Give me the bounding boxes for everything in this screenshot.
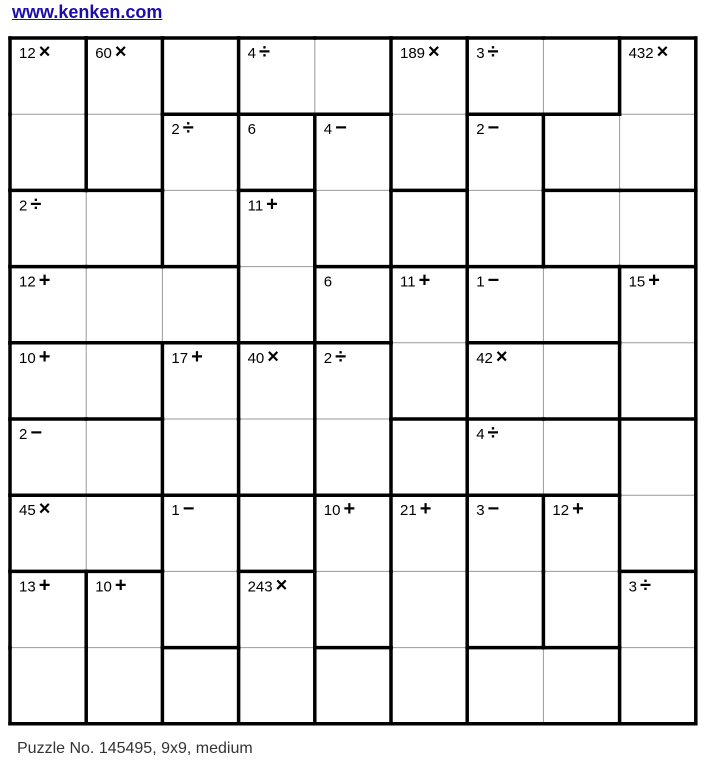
cage-label [248,193,278,215]
svg-text:11+ [400,270,430,292]
cage-operator: ÷ [639,574,651,597]
cage-operator: + [38,269,51,292]
grid-cell[interactable] [315,648,391,724]
grid-cell[interactable] [543,419,619,495]
cage-target: 15 [628,273,646,291]
cage-target: 10 [95,578,112,596]
cage-label [19,574,50,596]
cage-target: 4 [323,121,333,139]
cage-label [248,41,270,63]
cage-target: 3 [476,502,485,520]
cage-label [324,498,355,520]
cage-operator: − [487,498,500,521]
cage-operator: + [343,498,356,521]
cells-layer [10,38,696,724]
cage-operator: × [428,41,440,63]
grid-cell[interactable] [620,495,696,571]
grid-cell[interactable] [543,343,619,419]
cage-label [400,270,430,292]
grid-cell[interactable] [391,114,467,190]
cage-label [248,574,288,596]
cage-label [171,498,194,520]
cage-label [95,41,126,63]
svg-text:40× [248,346,279,368]
grid-cell[interactable] [86,267,162,343]
cage-target: 243 [247,578,273,596]
grid-cell[interactable] [391,419,467,495]
svg-text:42× [476,346,507,368]
cage-target: 10 [19,349,36,367]
cage-target: 6 [247,121,256,139]
cage-target: 11 [400,273,416,291]
cage-label [19,41,50,63]
cage-target: 2 [323,349,333,367]
cage-label [552,498,583,520]
grid-cell[interactable] [543,571,619,647]
cage-target: 2 [171,121,180,139]
cage-operator: × [114,41,127,63]
cage-target: 2 [19,197,28,215]
cage-label [476,498,499,520]
grid-cell[interactable] [86,648,162,724]
cage-label [476,422,498,444]
cage-label [95,574,126,596]
cage-target: 60 [95,45,112,62]
cage-operator: × [495,345,508,368]
puzzle-footer: Puzzle No. 145495, 9x9, medium [17,740,253,757]
svg-text:3÷ [476,41,498,63]
svg-text:3÷ [629,574,651,596]
cage-operator: × [38,41,51,63]
cage-operator: + [572,498,584,521]
cage-label [324,274,332,291]
cage-label [19,346,50,368]
grid-cell[interactable] [620,114,696,190]
grid-cell[interactable] [162,267,238,343]
svg-text:45× [19,498,50,520]
grid-cell[interactable] [86,343,162,419]
cage-operator: ÷ [487,41,499,63]
cage-operator: − [487,117,500,140]
grid-cell[interactable] [620,190,696,266]
cage-target: 45 [19,502,36,520]
svg-text:10+ [19,346,50,368]
cage-operator: + [648,269,660,292]
grid-cell[interactable] [315,571,391,647]
cage-operator: + [38,574,51,597]
grid-cell[interactable] [543,190,619,266]
grid-cell[interactable] [162,648,238,724]
svg-text:6 [324,274,332,291]
grid-cell[interactable] [467,648,543,724]
cage-target: 12 [19,45,36,62]
cage-operator: + [114,574,127,597]
cage-label [476,270,499,292]
cage-target: 11 [247,197,264,215]
grid-cell[interactable] [620,419,696,495]
svg-text:4− [324,117,347,139]
grid-cell[interactable] [543,648,619,724]
cage-target: 4 [476,426,485,443]
svg-text:2÷ [324,346,346,368]
cage-target: 1 [171,502,180,520]
cage-target: 432 [628,45,654,62]
svg-text:2− [476,117,499,139]
cage-label [248,346,279,368]
svg-text:12+ [19,270,50,292]
cage-label [19,193,41,215]
cage-operator: × [267,345,279,368]
grid-cell[interactable] [315,190,391,266]
grid-cell[interactable] [620,343,696,419]
cage-label [324,346,346,368]
cage-label [629,270,660,292]
cage-label [400,41,440,63]
grid-cell[interactable] [620,648,696,724]
grid-cell[interactable] [162,419,238,495]
cage-target: 42 [476,349,493,367]
cage-operator: × [656,41,669,63]
cage-operator: − [487,269,500,292]
cage-operator: − [335,117,347,140]
svg-text:243× [248,574,288,596]
svg-text:4÷ [476,422,498,444]
cage-target: 12 [19,273,36,291]
cage-target: 4 [247,45,256,62]
grid-cell[interactable] [162,571,238,647]
cage-operator: + [38,345,51,368]
grid-cell[interactable] [162,38,238,114]
cage-target: 40 [247,349,265,367]
grid-cell[interactable] [10,114,86,190]
cage-target: 6 [323,273,333,291]
cage-label [171,117,193,139]
cage-target: 12 [552,502,570,520]
svg-text:60× [95,41,126,63]
cage-operator: ÷ [30,193,42,216]
cage-operator: ÷ [487,422,499,444]
grid-cell[interactable] [543,267,619,343]
grid-cell[interactable] [239,495,315,571]
grid-cell[interactable] [391,343,467,419]
grid-cell[interactable] [86,190,162,266]
cage-label [19,422,42,444]
grid-cell[interactable] [239,648,315,724]
cage-operator: − [182,498,195,521]
grid-cell[interactable] [467,190,543,266]
cage-label [629,41,669,63]
svg-text:4÷ [248,41,270,63]
grid-cell[interactable] [86,495,162,571]
cage-target: 10 [323,502,341,520]
svg-text:11+ [248,193,278,215]
cage-operator: − [30,422,43,444]
grid-cell[interactable] [315,38,391,114]
grid-cell[interactable] [543,114,619,190]
cage-target: 13 [19,578,36,596]
grid-cell[interactable] [239,267,315,343]
grid-cell[interactable] [86,114,162,190]
cage-target: 1 [476,273,485,291]
grid-cell[interactable] [239,419,315,495]
svg-text:12+ [552,498,583,520]
grid-cell[interactable] [543,38,619,114]
svg-text:1− [171,498,194,520]
grid-cell[interactable] [315,419,391,495]
cage-operator: + [419,498,432,521]
svg-text:6 [248,121,256,138]
svg-text:10+ [324,498,355,520]
grid-cell[interactable] [162,190,238,266]
cage-target: 2 [19,426,28,443]
cage-label [248,121,256,138]
svg-text:17+ [171,346,202,368]
svg-text:3− [476,498,499,520]
grid-cell[interactable] [391,190,467,266]
cage-label [400,498,431,520]
grid-cell[interactable] [391,571,467,647]
cage-operator: ÷ [182,117,194,140]
cage-label [19,498,50,520]
site-link[interactable]: www.kenken.com [12,2,163,22]
cage-target: 17 [171,349,189,367]
svg-text:2÷ [171,117,193,139]
svg-text:2− [19,422,42,444]
svg-text:12× [19,41,50,63]
cage-target: 3 [628,578,637,596]
cage-label [476,346,507,368]
svg-text:15+ [629,270,660,292]
grid-cell[interactable] [391,648,467,724]
cage-target: 2 [476,121,485,139]
cage-target: 3 [476,45,485,62]
svg-text:2÷ [19,193,41,215]
cage-operator: ÷ [335,345,347,368]
cage-operator: × [275,574,288,597]
cage-label [629,574,651,596]
cage-label [19,270,50,292]
cage-label [476,41,498,63]
grid-cell[interactable] [86,419,162,495]
svg-text:10+ [95,574,126,596]
cage-target: 21 [400,502,417,520]
cage-operator: + [191,345,203,368]
cage-operator: ÷ [258,41,270,63]
svg-text:13+ [19,574,50,596]
cage-operator: + [266,193,278,216]
cage-target: 189 [400,45,426,62]
svg-text:432× [629,41,669,63]
svg-text:189× [400,41,440,63]
grid-cell[interactable] [10,648,86,724]
cage-operator: × [38,498,51,521]
grid-cell[interactable] [467,571,543,647]
cage-label [171,346,202,368]
svg-text:21+ [400,498,431,520]
cage-operator: + [418,269,431,292]
cage-label [476,117,499,139]
cage-label [324,117,347,139]
svg-text:1− [476,270,499,292]
